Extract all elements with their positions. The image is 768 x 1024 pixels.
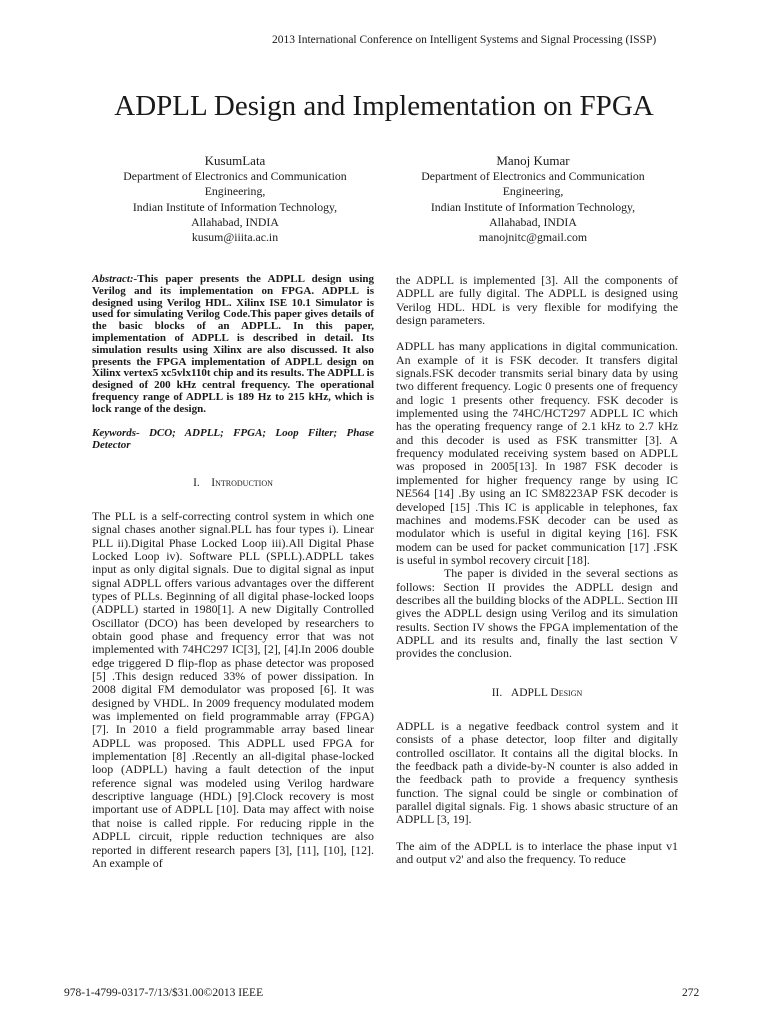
intro-paragraph: The PLL is a self-correcting control system in which one signal chases another signal.PLL has four types i). Linear PLL ii).Digital Phase Locked Loop iii).All Digital Phase Locked Loop iv). Software PLL (SPLL).ADPLL takes input as only digital signals. Due to digital signal as input signal ADPLL offers various advantages over the different types of PLLs. Beginning of all digital phase-locked loops (ADPLL) started in 1980[1]. A new Digitally Controlled Oscillator (DCO) has been developed by researchers to obtain good phase and frequency error that was not implemented with 74HC297 IC[3], [2], [4].In 2006 double edge triggered D flip-flop as phase detector was proposed [5] .This design reduced 33% of power dissipation. In 2008 digital FM demodulator was proposed [6]. It was designed by VHDL. In 2009 frequency modulated modem was implemented on field programmable array (FPGA) [7]. In 2010 a field programmable array based linear ADPLL was proposed. This ADPLL used FPGA for implementation [8] .Recently an all-digital phase-locked loop (ADPLL) having a fault detection of the input reference signal was modeled using Verilog hardware descriptive language (HDL) [9].Clock recovery is most important use of ADPLL [10]. Data may affect with noise that noise is called ripple. For reducing ripple in the ADPLL circuit, ripple reduction techniques are also reported in different research papers [3], [11], [10], [12]. An example of xyxy=(92,508,374,870)
body-paragraph: ADPLL is a negative feedback control system and it consists of a phase detector, loop filter and digitally controlled oscillator. It contains all the digital blocks. In the feedback path a divide-by-N counter is also added in the feedback path to provide a frequency synthesis function. The signal could be single or combination of parallel digital signals. Fig. 1 shows abasic structure of an ADPLL [3, 19]. xyxy=(396,718,678,827)
left-column xyxy=(92,274,374,870)
author-block-1 xyxy=(90,153,380,245)
author-email: kusum@iiita.ac.in xyxy=(191,230,279,245)
section-title: Introduction xyxy=(211,476,273,489)
author-affiliation-line: Indian Institute of Information Technology, xyxy=(430,199,636,214)
body-paragraph: ADPLL has many applications in digital communication. An example of it is FSK decoder. It transfers digital signals.FSK decoder transmits serial binary data by using two different frequency. Logic 0 presents one of frequency and logic 1 presents other frequency. FSK decoder is implemented using the 74HC/HCT297 ADPLL IC which has the operating frequency range of 2.1 kHz to 2.7 kHz and this decoder is used as FSK transmitter [3]. A frequency modulated receiving system based on ADPLL was proposed in 2005[13]. In 1987 FSK decoder is implemented for higher frequency range by using IC NE564 [14] .By using an IC SM8223AP FSK decoder is developed [15] .This IC is applicable in telephones, fax machines and modems.FSK decoder can be used as modulator which is useful in digital keying [16]. FSK modem can be used for packet communication [17] .FSK is useful in symbol recovery circuit [18]. xyxy=(396,339,678,567)
conference-header: 2013 International Conference on Intelligent Systems and Signal Processing (ISSP) xyxy=(272,34,657,46)
body-paragraph: The paper is divided in the several sections as follows: Section II provides the ADPLL design and describes all the building blocks of the ADPLL. Section III gives the ADPLL design using Verilog and its simulation results. Section IV shows the FPGA implementation of the ADPLL and its results and, finally the last section V provides the conclusion. xyxy=(396,566,678,661)
author-affiliation-line: Allahabad, INDIA xyxy=(191,214,279,229)
abstract-label: Abstract:- xyxy=(92,273,138,285)
author-affiliation-line: Department of Electronics and Communication xyxy=(421,169,645,184)
author-name: Manoj Kumar xyxy=(496,153,570,168)
author-affiliation-line: Engineering, xyxy=(502,184,564,199)
author-email: manojnitc@gmail.com xyxy=(478,230,588,245)
body-paragraph: The aim of the ADPLL is to interlace the phase input v1 and output v2' and also the frequency. To reduce xyxy=(396,838,678,867)
abstract-text: This paper presents the ADPLL design using Verilog and its implementation on FPGA. ADPLL is designed using Verilog HDL. Xilinx ISE 10.1 Simulator is used for simulating Verilog Code.This paper gives details of the basic blocks of an ADPLL. In this paper, implementation of ADPLL is described in detail. Its simulation results using Xilinx are also discussed. It also presents the FPGA implementation of ADPLL design on Xilinx vertex5 xc5vlx110t chip and its results. The ADPLL is designed of 200 kHz central frequency. The operational frequency range of ADPLL is 189 Hz to 215 kHz, which is lock range of the design. xyxy=(92,273,374,415)
author-block-2 xyxy=(388,153,678,245)
author-affiliation-line: Indian Institute of Information Technology, xyxy=(132,199,338,214)
section-number: II. xyxy=(491,686,503,699)
author-affiliation-line: Allahabad, INDIA xyxy=(489,214,577,229)
section-heading-introduction xyxy=(92,477,374,490)
abstract xyxy=(92,274,374,416)
section-heading-adpll-design xyxy=(396,687,678,700)
author-affiliation-line: Department of Electronics and Communication xyxy=(123,169,347,184)
page-number: 272 xyxy=(682,987,700,999)
section-number: I. xyxy=(193,476,200,489)
keywords: Keywords- DCO; ADPLL; FPGA; Loop Filter; Phase Detector xyxy=(92,426,374,451)
body-paragraph: the ADPLL is implemented [3]. All the components of ADPLL are fully digital. The ADPLL is designed using Verilog HDL. HDL is very flexible for modifying the design parameters. xyxy=(396,273,678,328)
author-affiliation-line: Engineering, xyxy=(204,184,266,199)
copyright-footer: 978-1-4799-0317-7/13/$31.00©2013 IEEE xyxy=(64,987,264,999)
paper-title: ADPLL Design and Implementation on FPGA xyxy=(114,90,654,122)
right-column xyxy=(396,274,678,866)
section-title: ADPLL Design xyxy=(510,686,583,699)
author-name: KusumLata xyxy=(204,153,266,168)
